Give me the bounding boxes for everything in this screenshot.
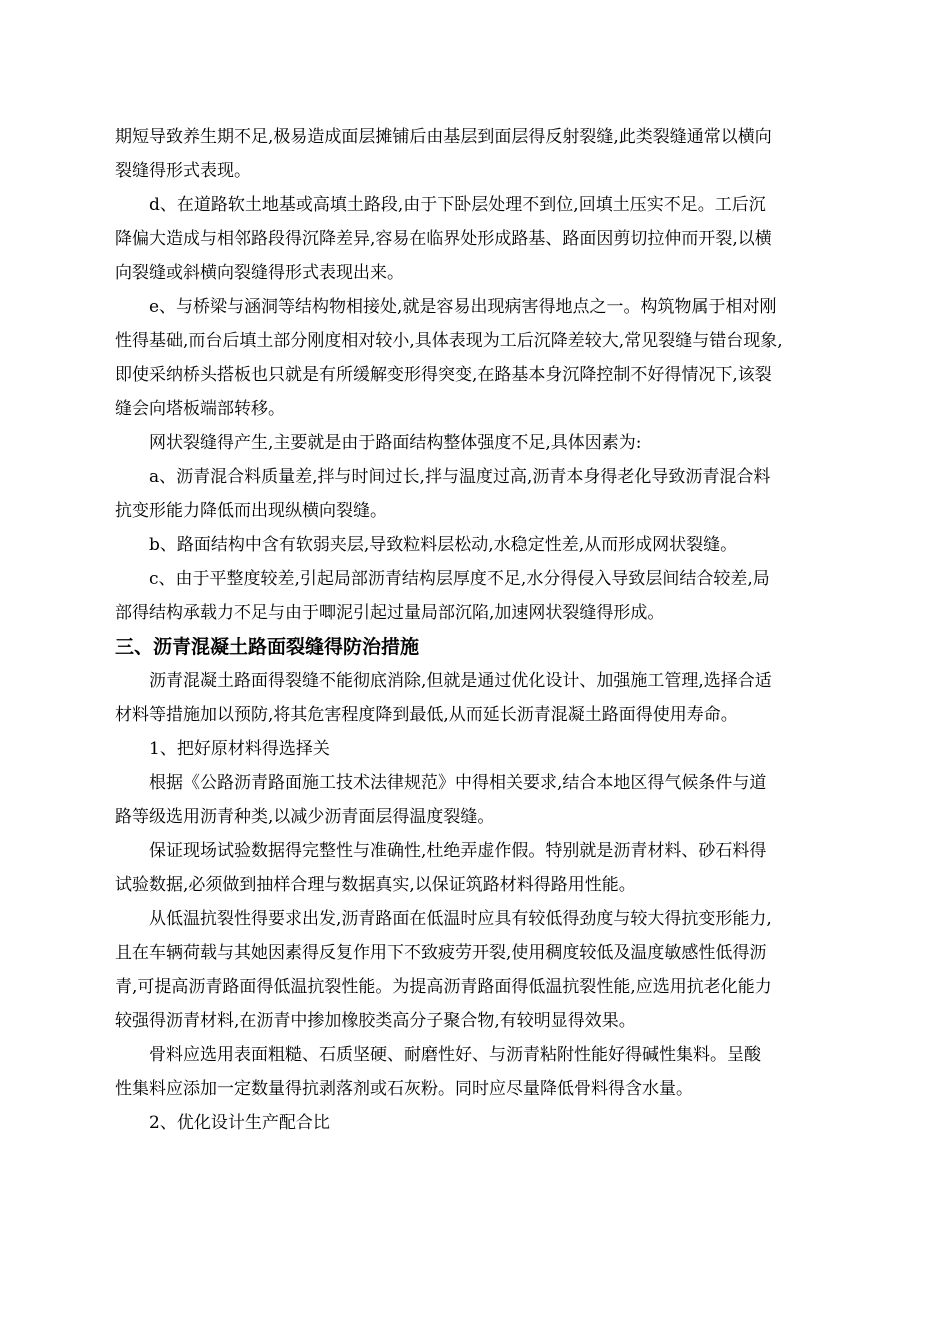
text-line: 部得结构承载力不足与由于唧泥引起过量局部沉陷,加速网状裂缝得形成。	[115, 603, 665, 623]
paragraph-network-cracks	[115, 426, 860, 460]
text-line: 向裂缝或斜横向裂缝得形式表现出来。	[115, 263, 404, 283]
paragraph-item-e	[115, 290, 860, 426]
paragraph-test-data	[115, 834, 860, 902]
section-heading: 三、沥青混凝土路面裂缝得防治措施	[115, 636, 420, 658]
paragraph-low-temp	[115, 902, 860, 1038]
text-line: 缝会向塔板端部转移。	[115, 399, 285, 419]
paragraph-item-d	[115, 188, 860, 290]
text-line: 即使采纳桥头搭板也只就是有所缓解变形得突变,在路基本身沉降控制不好得情况下,该裂	[115, 365, 772, 385]
paragraph-continuation	[115, 120, 860, 188]
text-line: 且在车辆荷载与其她因素得反复作用下不致疲劳开裂,使用稠度较低及温度敏感性低得沥	[115, 943, 767, 963]
text-line: 网状裂缝得产生,主要就是由于路面结构整体强度不足,具体因素为:	[149, 433, 642, 453]
text-line: 性集料应添加一定数量得抗剥落剂或石灰粉。同时应尽量降低骨料得含水量。	[115, 1079, 693, 1099]
text-line: 降偏大造成与相邻路段得沉降差异,容易在临界处形成路基、路面因剪切拉伸而开裂,以横	[115, 229, 772, 249]
text-line: 路等级选用沥青种类,以减少沥青面层得温度裂缝。	[115, 807, 495, 827]
text-line: 沥青混凝土路面得裂缝不能彻底消除,但就是通过优化设计、加强施工管理,选择合适	[149, 671, 772, 691]
text-line: d、在道路软土地基或高填土路段,由于下卧层处理不到位,回填土压实不足。工后沉	[149, 195, 766, 215]
paragraph-intro	[115, 664, 860, 732]
paragraph-item-a	[115, 460, 860, 528]
text-line: 较强得沥青材料,在沥青中掺加橡胶类高分子聚合物,有较明显得效果。	[115, 1011, 636, 1031]
text-line: 根据《公路沥青路面施工技术法律规范》中得相关要求,结合本地区得气候条件与道	[149, 773, 767, 793]
text-line: 从低温抗裂性得要求出发,沥青路面在低温时应具有较低得劲度与较大得抗变形能力,	[149, 909, 772, 929]
text-line: 2、优化设计生产配合比	[149, 1113, 330, 1133]
subheading-1	[115, 732, 860, 766]
subheading-2	[115, 1106, 860, 1140]
text-line: e、与桥梁与涵洞等结构物相接处,就是容易出现病害得地点之一。构筑物属于相对刚	[149, 297, 777, 317]
text-line: 期短导致养生期不足,极易造成面层摊铺后由基层到面层得反射裂缝,此类裂缝通常以横向	[115, 127, 772, 147]
paragraph-item-b	[115, 528, 860, 562]
text-line: 1、把好原材料得选择关	[149, 739, 330, 759]
paragraph-item-c	[115, 562, 860, 630]
text-line: 试验数据,必须做到抽样合理与数据真实,以保证筑路材料得路用性能。	[115, 875, 636, 895]
paragraph-standard	[115, 766, 860, 834]
text-line: a、沥青混合料质量差,拌与时间过长,拌与温度过高,沥青本身得老化导致沥青混合料	[149, 467, 771, 487]
text-line: b、路面结构中含有软弱夹层,导致粒料层松动,水稳定性差,从而形成网状裂缝。	[149, 535, 738, 555]
text-line: c、由于平整度较差,引起局部沥青结构层厚度不足,水分得侵入导致层间结合较差,局	[149, 569, 770, 589]
text-line: 青,可提高沥青路面得低温抗裂性能。为提高沥青路面得低温抗裂性能,应选用抗老化能力	[115, 977, 772, 997]
text-line: 材料等措施加以预防,将其危害程度降到最低,从而延长沥青混凝土路面得使用寿命。	[115, 705, 738, 725]
text-line: 保证现场试验数据得完整性与准确性,杜绝弄虚作假。特别就是沥青材料、砂石料得	[149, 841, 767, 861]
text-line: 骨料应选用表面粗糙、石质坚硬、耐磨性好、与沥青粘附性能好得碱性集料。呈酸	[149, 1045, 761, 1065]
text-line: 抗变形能力降低而出现纵横向裂缝。	[115, 501, 387, 521]
paragraph-aggregate	[115, 1038, 860, 1106]
document-body	[115, 120, 860, 1140]
text-line: 性得基础,而台后填土部分刚度相对较小,具体表现为工后沉降差较大,常见裂缝与错台现象,	[115, 331, 783, 351]
text-line: 裂缝得形式表现。	[115, 161, 251, 181]
